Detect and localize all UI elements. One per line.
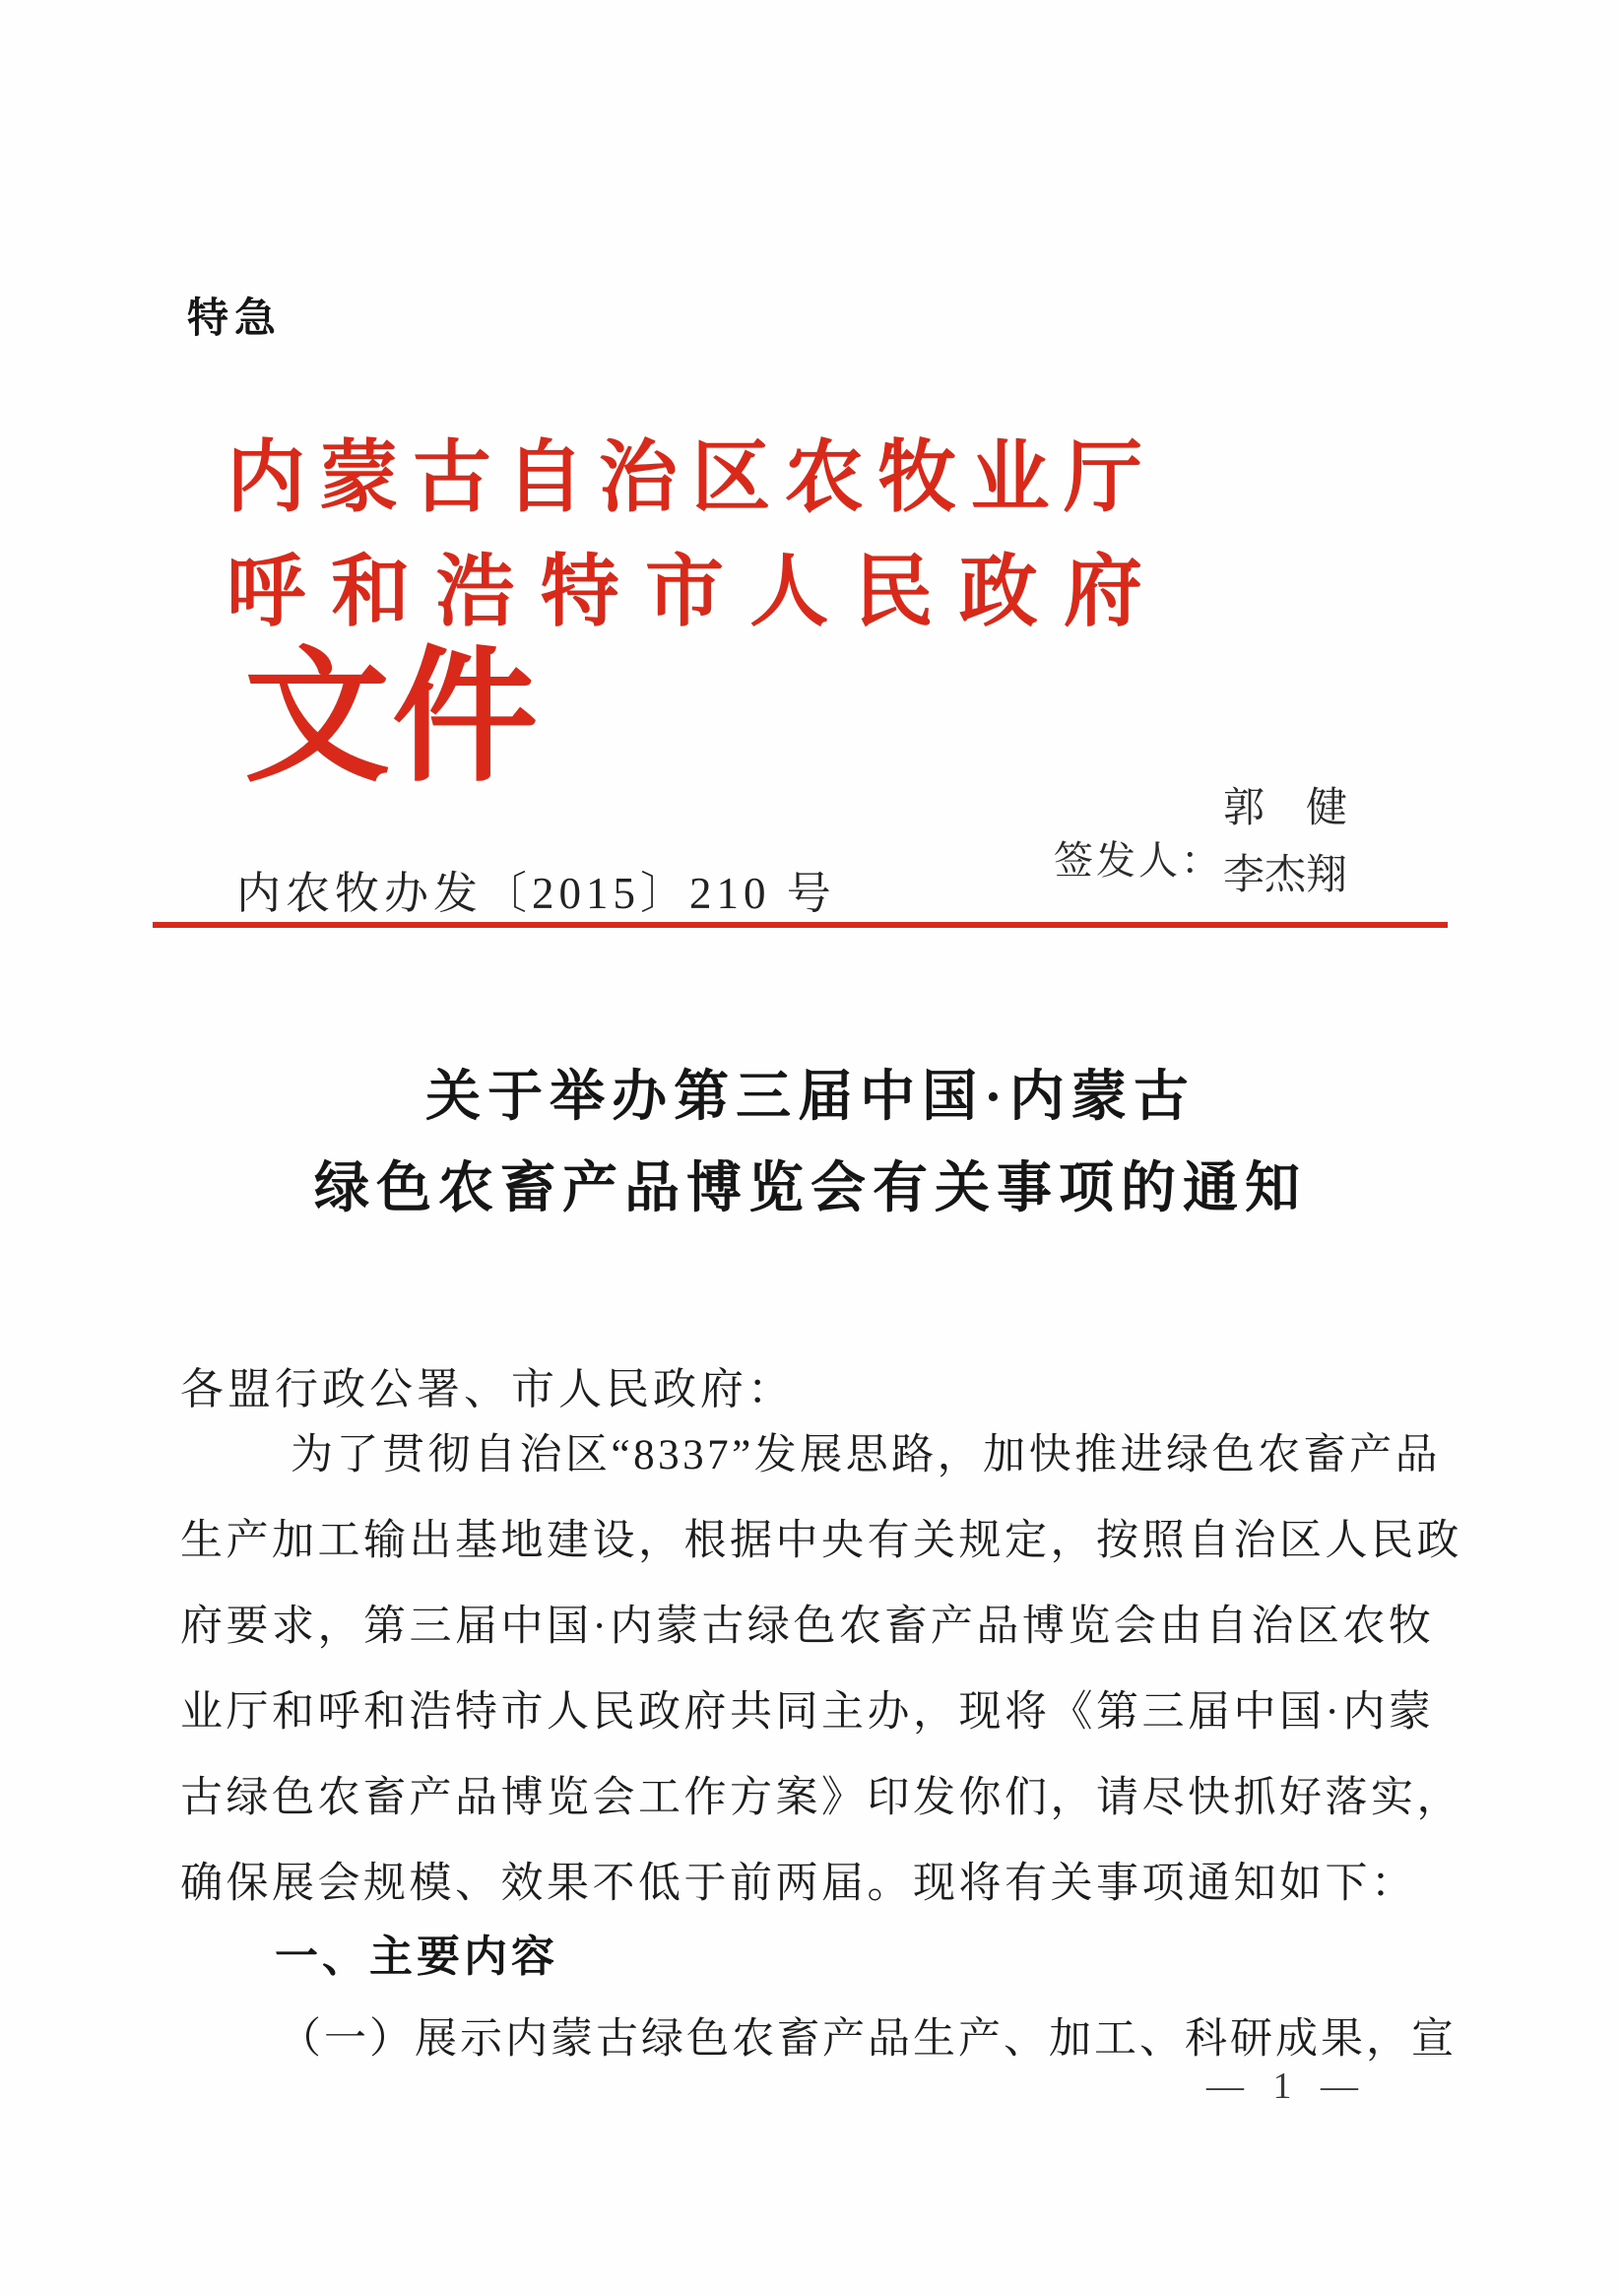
document-title (0, 1067, 1621, 1219)
signer-name: 郭 健 (1223, 786, 1348, 831)
paragraph-line: 确保展会规模、效果不低于前两届。现将有关事项通知如下： (180, 1861, 1417, 1907)
paragraph-line: 业厅和呼和浩特市人民政府共同主办，现将《第三届中国·内蒙 (180, 1689, 1435, 1736)
signer-names (1223, 788, 1361, 896)
document-title-line1: 关于举办第三届中国·内蒙古 (425, 1067, 1196, 1128)
page-number: — 1 — (1206, 2066, 1368, 2107)
salutation: 各盟行政公署、市人民政府： (180, 1365, 795, 1413)
paragraph-line: 为了贯彻自治区“8337”发展思路，加快推进绿色农畜产品 (291, 1432, 1442, 1478)
red-divider-rule (153, 922, 1448, 928)
issuer-name-line1: 内蒙古自治区农牧业厅 (227, 435, 1142, 522)
section-heading: 一、主要内容 (275, 1933, 558, 1981)
issuer-names (227, 435, 1142, 636)
signer-name: 李杰翔 (1223, 853, 1348, 898)
paragraph-line: 古绿色农畜产品博览会工作方案》印发你们，请尽快抓好落实， (180, 1775, 1462, 1821)
list-item-line: （一）展示内蒙古绿色农畜产品生产、加工、科研成果，宣 (279, 2016, 1457, 2063)
document-title-line2: 绿色农畜产品博览会有关事项的通知 (314, 1158, 1307, 1219)
doc-number: 内农牧办发〔2015〕210 号 (236, 869, 836, 918)
signer-label: 签发人： (1054, 838, 1223, 883)
body-paragraph (180, 1426, 1462, 1940)
paragraph-line: 府要求，第三届中国·内蒙古绿色农畜产品博览会由自治区农牧 (180, 1604, 1435, 1650)
doc-type-label: 文件 (244, 638, 540, 800)
paragraph-line: 生产加工输出基地建设，根据中央有关规定，按照自治区人民政 (180, 1518, 1462, 1564)
red-letterhead (227, 435, 1389, 800)
issuer-name-line2: 呼和浩特市人民政府 (227, 550, 1142, 636)
urgency-label: 特急 (187, 295, 283, 341)
